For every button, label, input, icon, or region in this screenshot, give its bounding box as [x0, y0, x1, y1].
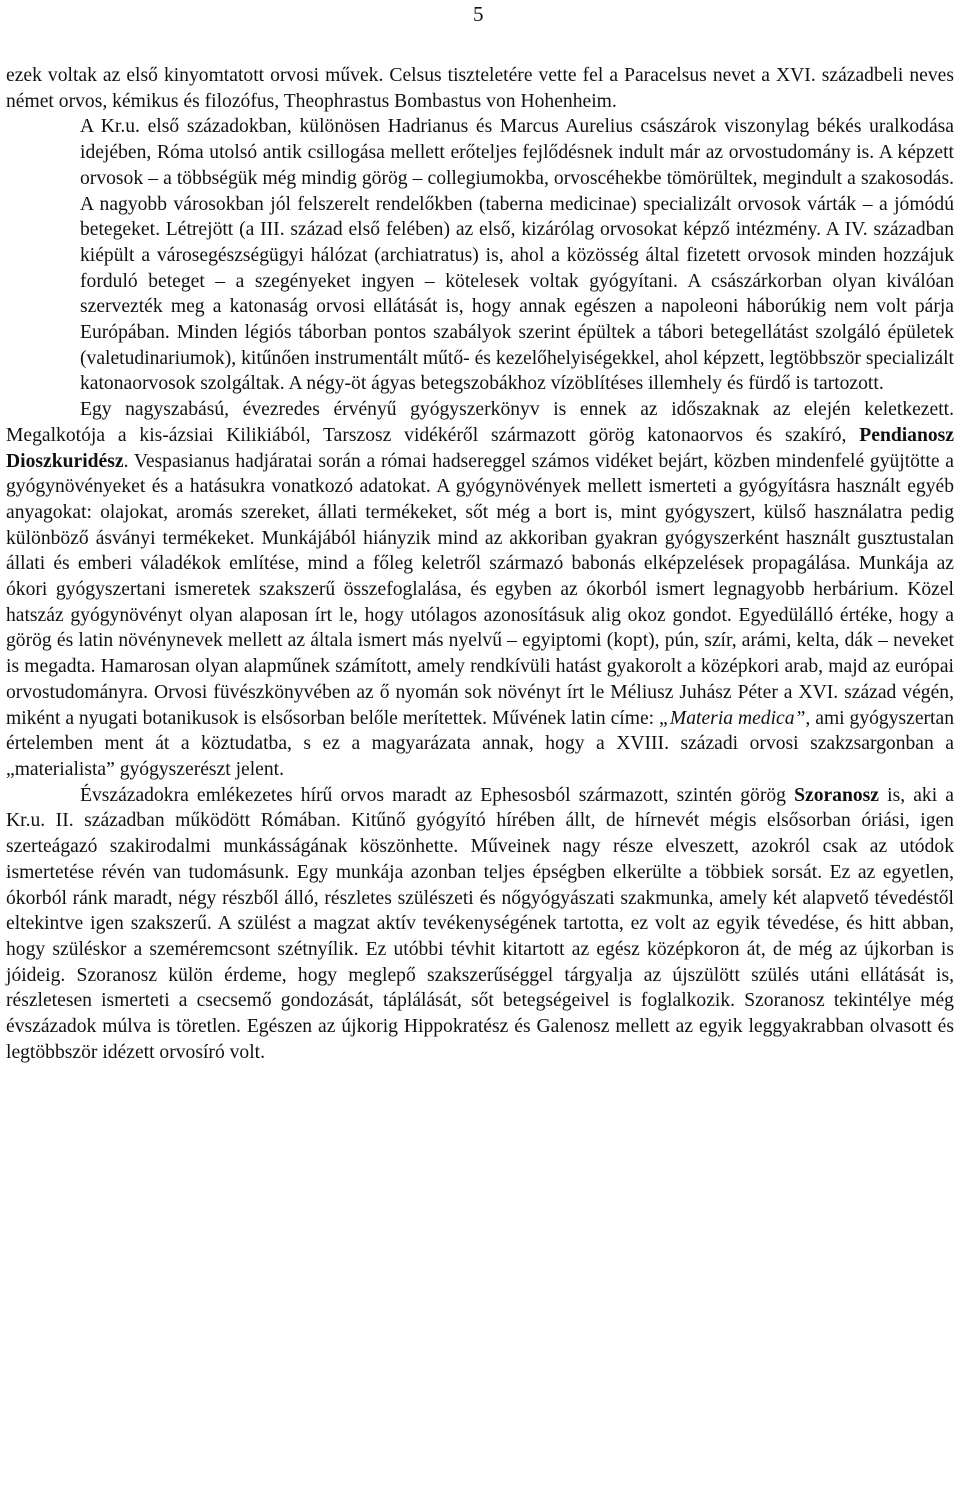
sentence: Munkája az ókori gyógyszertani ismeretek szakszerű összefoglalása, és egyben az ókorból ismert legnagyobb herbárium.: [6, 553, 954, 601]
sentence: A nagyobb városokban jól felszerelt rendelőkben (taberna medicinae) specializált orvosok várták – a jómódú betegeket.: [80, 193, 954, 241]
sentence: Művének latin címe:: [491, 707, 660, 729]
sentence: Szoranosz tekintélye még évszázadok múlva is töretlen.: [6, 990, 954, 1038]
paragraph-1: [6, 63, 954, 114]
sentence: Egészen az újkorig Hippokratész és Galenosz mellett az egyik leggyakrabban olvasott és legtöbbször idézett orvosíró volt.: [6, 1016, 955, 1063]
sentence: Munkájából hiányzik mind az akkoriban gyakran gyógyszerként használt gusztustalan állati és emberi váladékok említése, mind a főleg keletről származó babonás elképzelések propagálása.: [6, 527, 954, 575]
sentence: is, aki a Kr.u. II. században működött Rómában.: [6, 784, 955, 832]
person-name-dioszkuridesz: Pendianosz Dioszkuridész: [6, 424, 954, 472]
document-body: [6, 63, 954, 1065]
paragraph-4: [6, 783, 954, 1066]
sentence: Egy nagyszabású, évezredes érvényű gyógyszerkönyv is ennek az időszaknak az elején keletkezett.: [80, 399, 954, 421]
sentence: Megalkotója a kis-ázsiai Kilikiából, Tarszosz vidékéről származott görög katonaorvos és szakíró,: [6, 424, 860, 446]
sentence: Orvosi füvészkönyvében az ő nyomán sok növényt írt le Méliusz Juhász Péter a XVI. század végén, miként a nyugati botanikusok is elsősorban belőle merítettek.: [6, 681, 954, 729]
sentence: Évszázadokra emlékezetes hírű orvos maradt az Ephesosból származott, szintén görög: [80, 784, 795, 806]
sentence: Ez utóbbi tévhit kitartott az egész középkoron át, de még az újkorban is jóideig.: [6, 938, 954, 986]
sentence: Szoranosz külön érdeme, hogy meglepő szakszerűséggel tárgyalja az újszülött szülés utáni ellátását is, részletesen ismerteti a csecsemő gondozását, táplálását, sőt betegségeivel is foglalkozik.: [6, 964, 954, 1012]
page-number: 5: [473, 2, 484, 26]
sentence: A szülést a magzat aktív tevékenységének tartotta, ez volt az egyik tévedése, és hitt abban, hogy szüléskor a szeméremcsont szétnyílik.: [6, 913, 955, 960]
sentence: A császárkorban olyan kiválóan szervezték meg a katonaság orvosi ellátását is, hogy annak egészen a napoleoni háborúkig nem volt párja Európában.: [80, 270, 955, 344]
sentence: Közel hatszáz gyógynövényt olyan alaposan írt le, hogy utólagos azonosításuk alig okoz gondot.: [6, 579, 954, 626]
sentence: ami gyógyszertan értelemben ment át a köztudatba, s ez a magyarázata annak, hogy a XVIII. századi orvosi szakzsargonban a „materialista” gyógyszerészt jelent.: [6, 707, 954, 780]
person-name-szoranosz: Szoranosz: [794, 784, 879, 806]
sentence: Kitűnő gyógyító hírében állt, de hírnevét mégis elsősorban óriási, igen szerteágazó szakirodalmi munkásságának köszönhette.: [6, 810, 954, 858]
work-title-materia-medica: „Materia medica”,: [659, 707, 811, 729]
sentence: Ez az egyetlen, ókorból ránk maradt, négy részből álló, részletes szülészeti és nőgyógyászati szakmunka, amely két alapvető tévedéstől eltekintve igen szakszerű.: [6, 861, 954, 935]
sentence: A Kr.u. első századokban, különösen Hadrianus és Marcus Aurelius császárok viszonylag békés uralkodása idejében, Róma utolsó antik csillogása mellett erőteljes fejlődésnek indult már az orvostudomány is.: [80, 116, 954, 164]
sentence: Egy munkája azonban teljes épségben elkerülte a többiek sorsát.: [296, 861, 823, 883]
sentence: A képzett orvosok – a többségük még mindig görög – collegiumokba, orvoscéhekbe tömörültek, megindult a szakosodás.: [80, 142, 954, 189]
sentence: .: [123, 450, 129, 472]
sentence: A négy-öt ágyas betegszobákhoz vízöblítéses illemhely és fürdő is tartozott.: [288, 373, 884, 395]
sentence: Vespasianus hadjáratai során a római hadsereggel számos vidéket bejárt, közben mindenfelé gyüjtötte a gyógynövényeket és a hatásukra vonatkozó adatokat.: [6, 450, 954, 498]
sentence: Műveinek nagy része elveszett, azokról csak az utódok ismertetése révén van tudomásunk.: [6, 836, 954, 883]
sentence: A IV. században kiépült a városegészségügyi hálózat (archiatratus) is, ahol a közösség által fizetett orvosok minden hozzájuk forduló beteget – a szegényeket ingyen – kötelesek voltak gyógyítani.: [80, 219, 954, 292]
sentence: Hamarosan olyan alapműnek számított, amely rendkívüli hatást gyakorolt a középkori arab, majd az európai orvostudományra.: [6, 656, 954, 703]
sentence: Minden légiós táborban pontos szabályok szerint épültek a tábori betegellátást szolgáló épületek (valetudinariumok), kitűnően instrumentált műtő- és kezelőhelyiségekkel, ahol képzett, legtöbbször specializált katonaorvosok szolgáltak.: [80, 322, 954, 395]
paragraph-1-text: ezek voltak az első kinyomtatott orvosi művek. Celsus tiszteletére vette fel a Paracelsus nevet a XVI. századbeli neves német orvos, kémikus és filozófus, Theophrastus Bombastus von Hohenheim.: [6, 65, 954, 112]
sentence: Egyedülálló értéke, hogy a görög és latin növénynevek mellett az általa ismert más nyelvű – egyiptomi (kopt), pún, szír, arámi, kelta, dák – neveket is megadta.: [6, 604, 954, 678]
paragraph-3: [6, 397, 954, 783]
sentence: Létrejött (a III. század első felében) az első, kizárólag orvosokat képző intézmény.: [165, 219, 821, 241]
sentence: A gyógynövények mellett ismerteti a gyógyításra használt egyéb anyagokat: olajokat, aromás szereket, állati termékeket, sőt még a bort is, mint gyógyszert, külső használatra pedig különböző ásványi termékeket.: [6, 476, 954, 549]
paragraph-2: [6, 114, 954, 397]
